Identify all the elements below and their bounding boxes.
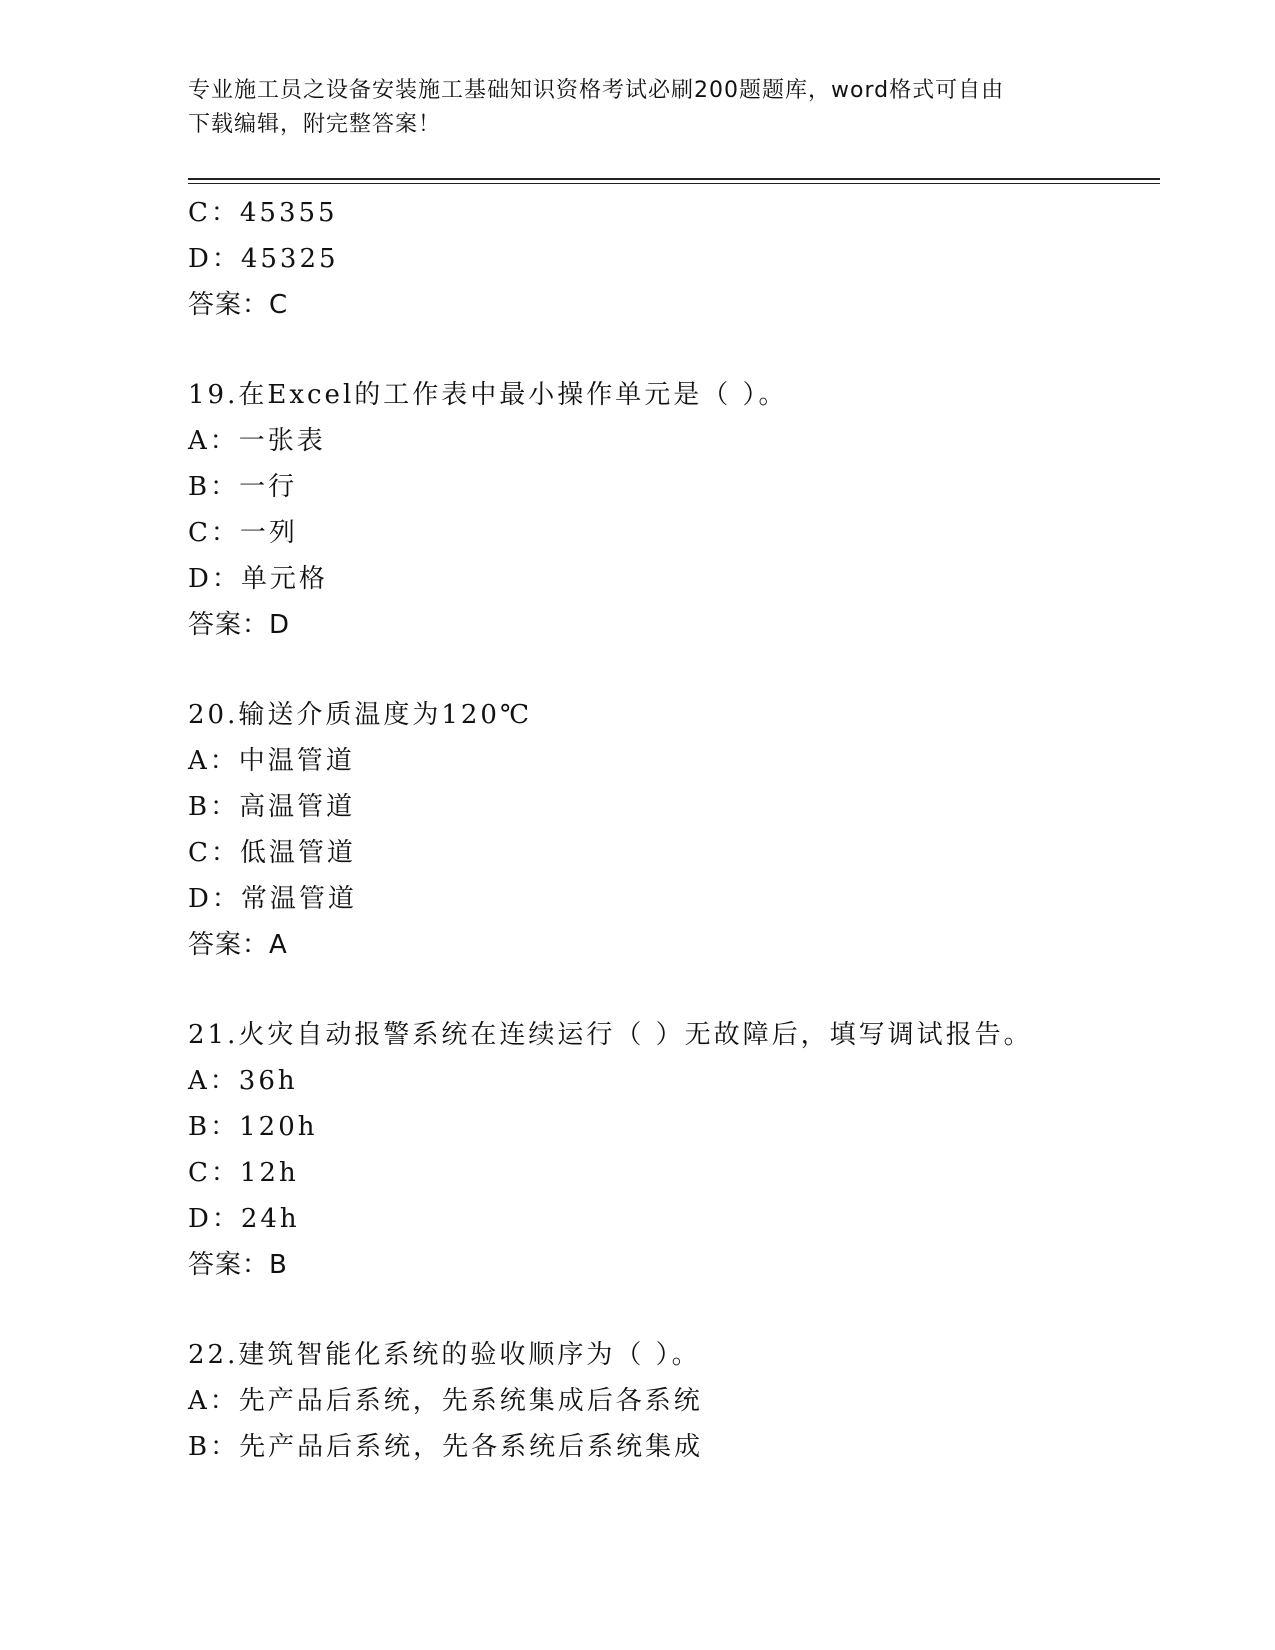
question-stem: 20.输送介质温度为120℃ bbox=[188, 700, 533, 730]
header-rule-secondary bbox=[188, 183, 1160, 184]
option-b: B：高温管道 bbox=[188, 792, 356, 822]
option-a: A：中温管道 bbox=[188, 746, 355, 776]
option-a: A：一张表 bbox=[188, 426, 326, 456]
document-body bbox=[188, 190, 1160, 1470]
header-line-1: 专业施工员之设备安装施工基础知识资格考试必刷200题题库，word格式可自由 bbox=[188, 78, 1005, 103]
option-b: B：先产品后系统，先各系统后系统集成 bbox=[188, 1432, 704, 1462]
option-c: C：低温管道 bbox=[188, 838, 356, 868]
option-d: D：45325 bbox=[188, 244, 339, 274]
answer-line: 答案：B bbox=[188, 1250, 288, 1280]
header-rule bbox=[188, 178, 1160, 180]
answer-line: 答案：C bbox=[188, 290, 289, 320]
option-a: A：先产品后系统，先系统集成后各系统 bbox=[188, 1386, 703, 1416]
option-d: D：24h bbox=[188, 1204, 300, 1234]
answer-line: 答案：A bbox=[188, 930, 288, 960]
header-line-2: 下载编辑，附完整答案！ bbox=[188, 112, 442, 137]
option-d: D：常温管道 bbox=[188, 884, 357, 914]
page-header bbox=[188, 74, 1078, 142]
question-stem: 21.火灾自动报警系统在连续运行（ ）无故障后，填写调试报告。 bbox=[188, 1020, 1033, 1050]
option-b: B：120h bbox=[188, 1112, 318, 1142]
option-c: C：45355 bbox=[188, 198, 338, 228]
question-stem: 22.建筑智能化系统的验收顺序为（ ）。 bbox=[188, 1340, 701, 1370]
option-a: A：36h bbox=[188, 1066, 298, 1096]
option-b: B：一行 bbox=[188, 472, 298, 502]
option-d: D：单元格 bbox=[188, 564, 328, 594]
option-c: C：12h bbox=[188, 1158, 299, 1188]
question-stem: 19.在Excel的工作表中最小操作单元是（ ）。 bbox=[188, 380, 788, 410]
answer-line: 答案：D bbox=[188, 610, 291, 640]
option-c: C：一列 bbox=[188, 518, 298, 548]
